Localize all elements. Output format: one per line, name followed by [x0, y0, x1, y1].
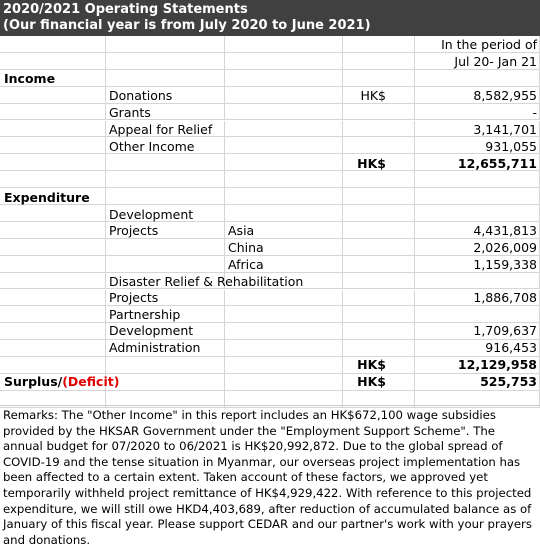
period-range: Jul 20- Jan 21 — [454, 54, 537, 69]
development-label: Development — [109, 207, 194, 222]
grid-cell — [415, 171, 540, 188]
income-item-value: - — [532, 105, 537, 120]
grid-cell — [225, 340, 343, 357]
grid-cell — [106, 374, 225, 391]
grid-cell — [225, 121, 343, 138]
grid-cell — [0, 137, 106, 154]
grid-cell — [415, 104, 540, 121]
grid-cell — [415, 273, 540, 290]
region-label: Asia — [228, 223, 255, 238]
grid-cell — [0, 357, 106, 374]
grid-cell — [225, 70, 343, 87]
grid-cell — [415, 188, 540, 205]
grid-cell — [225, 137, 343, 154]
grid-cell — [343, 340, 415, 357]
grid-cell — [0, 154, 106, 171]
income-item-label: Grants — [109, 105, 151, 120]
disaster-label: Projects — [109, 290, 159, 305]
grid-cell — [0, 306, 106, 323]
grid-cell — [106, 53, 225, 70]
income-item-value: 8,582,955 — [473, 88, 537, 103]
grid-cell — [343, 188, 415, 205]
income-heading: Income — [4, 71, 56, 86]
income-total: 12,655,711 — [457, 156, 537, 171]
grid-cell — [0, 36, 106, 53]
grid-cell — [225, 205, 343, 222]
grid-cell — [343, 273, 415, 290]
grid-cell — [0, 273, 106, 290]
grid-cell — [225, 171, 343, 188]
partnership-value: 1,709,637 — [473, 323, 537, 338]
grid-cell — [343, 290, 415, 307]
grid-cell — [225, 323, 343, 340]
surplus-label — [4, 373, 119, 390]
grid-cell — [106, 70, 225, 87]
grid-cell — [343, 137, 415, 154]
grid-cell — [106, 154, 225, 171]
expenditure-total: 12,129,958 — [457, 357, 537, 372]
remarks-box — [0, 405, 540, 547]
grid-cell — [225, 290, 343, 307]
grid-cell — [343, 256, 415, 273]
development-label: Projects — [109, 223, 159, 238]
grid-cell — [0, 53, 106, 70]
grid-cell — [415, 70, 540, 87]
grid-cell — [225, 87, 343, 104]
statement-subtitle: (Our financial year is from July 2020 to June 2021) — [3, 18, 371, 33]
income-currency: HK$ — [360, 88, 386, 103]
grid-cell — [225, 357, 343, 374]
surplus-currency: HK$ — [357, 374, 386, 389]
statement-header — [0, 0, 540, 36]
grid-cell — [343, 53, 415, 70]
grid-cell — [225, 188, 343, 205]
expenditure-total-currency: HK$ — [357, 357, 386, 372]
grid-cell — [415, 306, 540, 323]
grid-cell — [225, 306, 343, 323]
grid-cell — [106, 188, 225, 205]
grid-cell — [415, 205, 540, 222]
region-value: 4,431,813 — [473, 223, 537, 238]
grid-cell — [225, 154, 343, 171]
income-item-value: 931,055 — [485, 139, 537, 154]
partnership-label: Partnership — [109, 307, 181, 322]
region-value: 1,159,338 — [473, 257, 537, 272]
statement-title: 2020/2021 Operating Statements — [3, 2, 248, 17]
region-label: Africa — [228, 257, 264, 272]
grid-cell — [343, 121, 415, 138]
disaster-label: Disaster Relief & Rehabilitation — [109, 274, 304, 289]
administration-label: Administration — [109, 340, 201, 355]
income-total-currency: HK$ — [357, 156, 386, 171]
grid-cell — [106, 171, 225, 188]
grid-cell — [225, 53, 343, 70]
grid-cell — [343, 239, 415, 256]
income-item-label: Appeal for Relief — [109, 122, 213, 137]
grid-cell — [0, 104, 106, 121]
grid-cell — [0, 87, 106, 104]
grid-cell — [343, 70, 415, 87]
grid-cell — [343, 205, 415, 222]
grid-cell — [0, 340, 106, 357]
grid-cell — [0, 290, 106, 307]
grid-cell — [0, 171, 106, 188]
grid-cell — [225, 104, 343, 121]
administration-value: 916,453 — [485, 340, 537, 355]
period-label: In the period of — [441, 37, 537, 52]
partnership-label: Development — [109, 323, 194, 338]
grid-cell — [0, 121, 106, 138]
grid-cell — [0, 323, 106, 340]
grid-cell — [225, 374, 343, 391]
expenditure-heading: Expenditure — [4, 190, 90, 205]
disaster-value: 1,886,708 — [473, 290, 537, 305]
grid-cell — [106, 239, 225, 256]
grid-cell — [0, 205, 106, 222]
grid-cell — [106, 36, 225, 53]
region-label: China — [228, 240, 264, 255]
grid-cell — [106, 357, 225, 374]
income-item-label: Donations — [109, 88, 173, 103]
deficit-text: (Deficit) — [62, 374, 120, 389]
grid-cell — [106, 256, 225, 273]
income-item-label: Other Income — [109, 139, 195, 154]
grid-cell — [343, 171, 415, 188]
remarks-text: Remarks: The "Other Income" in this report includes an HK$672,100 wage subsidies provided by the HKSAR Government under the "Employment Support Scheme". The annual budget for 07/2020 to 06/2021 is HK$20,992,872. Due to the global spread of COVID-19 and the tense situation in Myanmar, our overseas project implementation has been affected to a certain extent. Taken account of these factors, we approved yet temporarily withheld project remittance of HK$4,929,422. With reference to this projected expenditure, we will still owe HKD4,403,689, after reduction of accumulated balance as of January of this fiscal year. Please support CEDAR and our partner's work with your prayers and donations. — [3, 408, 532, 547]
region-value: 2,026,009 — [473, 240, 537, 255]
grid-cell — [0, 239, 106, 256]
grid-cell — [0, 222, 106, 239]
grid-cell — [343, 323, 415, 340]
grid-cell — [225, 36, 343, 53]
surplus-value: 525,753 — [480, 374, 537, 389]
grid-cell — [343, 36, 415, 53]
surplus-text: Surplus/ — [4, 374, 63, 389]
grid-cell — [343, 306, 415, 323]
grid-cell — [343, 222, 415, 239]
grid-cell — [0, 256, 106, 273]
grid-cell — [343, 104, 415, 121]
income-item-value: 3,141,701 — [473, 122, 537, 137]
